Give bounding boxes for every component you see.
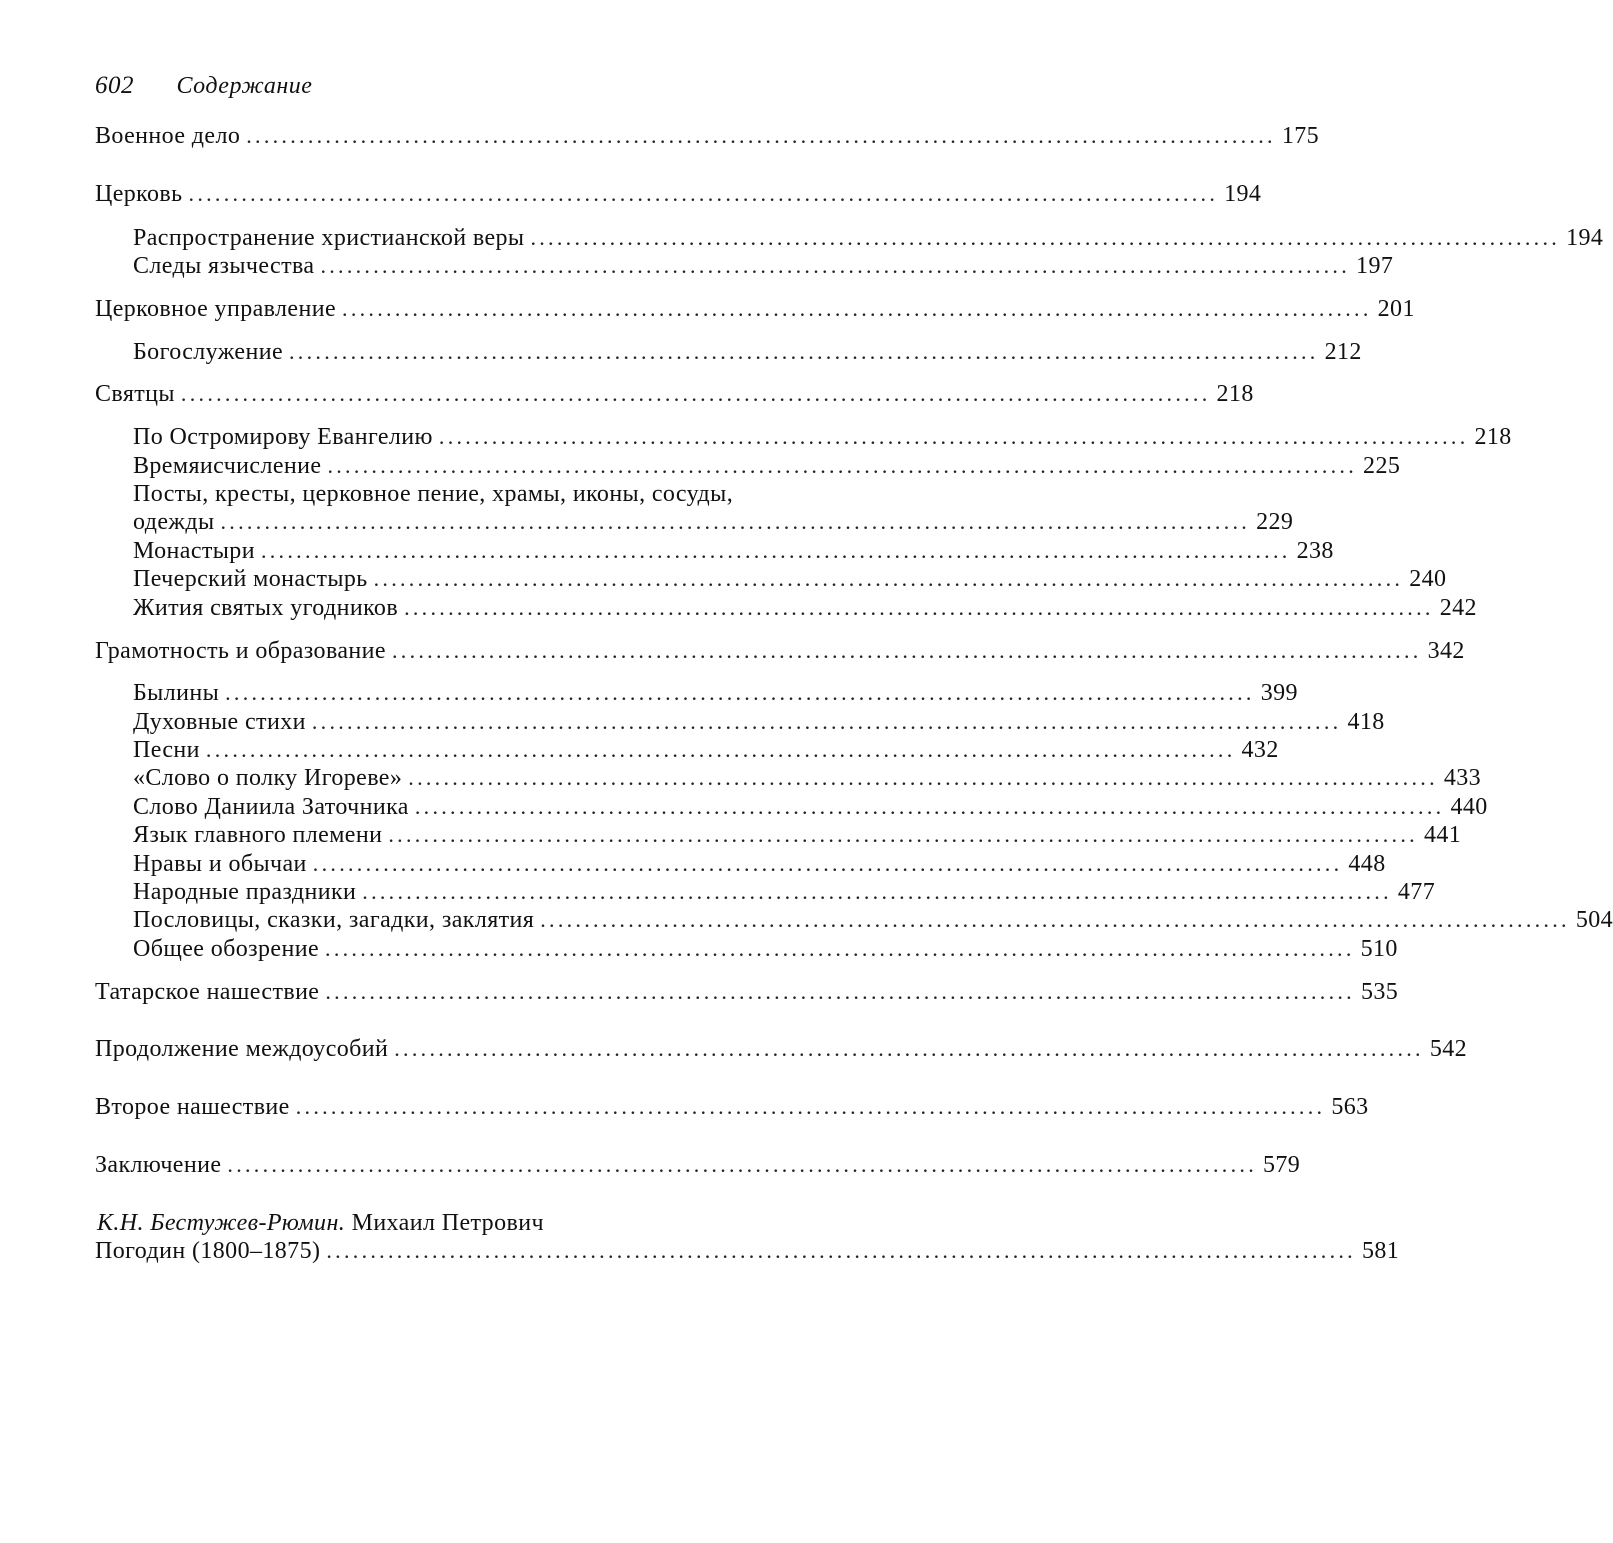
- leader-dots: .....................................................................................................................: [408, 765, 1438, 790]
- entry-title: Грамотность и образование: [95, 638, 386, 664]
- toc-entry: [95, 637, 1465, 665]
- entry-title: Продолжение междоусобий: [95, 1036, 389, 1062]
- leader-dots: .....................................................................................................................: [295, 1094, 1326, 1119]
- entry-page: 579: [1263, 1152, 1301, 1178]
- entry-page: 477: [1397, 879, 1436, 905]
- entry-page: 229: [1256, 509, 1294, 535]
- entry-title: Пословицы, сказки, загадки, заклятия: [133, 907, 535, 933]
- entry-title: Народные праздники: [133, 879, 357, 905]
- entry-page: 581: [1361, 1238, 1400, 1264]
- entry-page: 342: [1427, 638, 1465, 664]
- leader-dots: .....................................................................................................................: [312, 851, 1343, 876]
- entry-title: Заключение: [95, 1152, 222, 1178]
- leader-dots: .....................................................................................................................: [325, 936, 1355, 961]
- entry-title: Богослужение: [133, 339, 283, 365]
- leader-dots: .....................................................................................................................: [227, 1152, 1257, 1177]
- leader-dots: .....................................................................................................................: [325, 979, 1355, 1004]
- leader-dots: .....................................................................................................................: [327, 453, 1358, 478]
- entry-page: 440: [1450, 794, 1488, 820]
- entry-title: Второе нашествие: [95, 1094, 290, 1120]
- entry-title: Военное дело: [95, 123, 241, 149]
- toc-subentry: [133, 594, 1477, 622]
- leader-dots: .....................................................................................................................: [311, 709, 1342, 734]
- entry-page: 212: [1324, 339, 1362, 365]
- entry-title: Времяисчисление: [133, 453, 322, 479]
- leader-dots: .....................................................................................................................: [260, 538, 1291, 563]
- entry-page: 432: [1241, 737, 1279, 763]
- leader-dots: .....................................................................................................................: [289, 339, 1319, 364]
- toc-subentry: [133, 679, 1298, 707]
- leader-dots: .....................................................................................................................: [246, 123, 1276, 148]
- toc-subentry: [133, 508, 1294, 536]
- leader-dots: .....................................................................................................................: [373, 566, 1404, 591]
- entry-title: Святцы: [95, 381, 175, 407]
- entry-page: 441: [1423, 822, 1462, 848]
- leader-dots: .....................................................................................................................: [438, 424, 1469, 449]
- entry-title: Церковное управление: [95, 296, 337, 322]
- toc-entry: [95, 1093, 1369, 1121]
- entry-page: 225: [1363, 453, 1401, 479]
- entry-page: 194: [1566, 225, 1604, 251]
- entry-title: Погодин (1800–1875): [95, 1238, 321, 1264]
- entry-title: Нравы и обычаи: [133, 851, 307, 877]
- entry-title: Песни: [133, 737, 200, 763]
- toc-subentry: [133, 935, 1398, 963]
- entry-title: Следы язычества: [133, 253, 315, 279]
- entry-page: 448: [1348, 851, 1386, 877]
- entry-page: 197: [1356, 253, 1394, 279]
- toc-subentry: [133, 452, 1401, 480]
- toc-subentry: [133, 224, 1604, 252]
- entry-page: 218: [1474, 424, 1512, 450]
- toc-subentry: [133, 906, 1613, 934]
- entry-page: 510: [1360, 936, 1398, 962]
- leader-dots: .....................................................................................................................: [388, 822, 1418, 847]
- leader-dots: .....................................................................................................................: [225, 680, 1255, 705]
- leader-dots: .....................................................................................................................: [342, 296, 1372, 321]
- entry-title-start: Михаил Петрович: [351, 1210, 544, 1236]
- entry-title: Язык главного племени: [133, 822, 383, 848]
- entry-page: 418: [1347, 709, 1385, 735]
- entry-title: Монастыри: [133, 538, 255, 564]
- toc-entry: [95, 122, 1320, 150]
- entry-title: Татарское нашествие: [95, 979, 320, 1005]
- leader-dots: .....................................................................................................................: [391, 638, 1422, 663]
- entry-page: 194: [1224, 181, 1262, 207]
- leader-dots: .....................................................................................................................: [220, 509, 1251, 534]
- leader-dots: .....................................................................................................................: [320, 253, 1351, 278]
- leader-dots: .....................................................................................................................: [180, 381, 1211, 406]
- toc-subentry: [133, 793, 1488, 821]
- toc-subentry: [133, 565, 1447, 593]
- toc-entry: [95, 1035, 1468, 1063]
- entry-author: К.Н. Бестужев-Рюмин.: [97, 1210, 346, 1236]
- entry-page: 218: [1216, 381, 1254, 407]
- leader-dots: .....................................................................................................................: [394, 1036, 1424, 1061]
- toc-subentry: [133, 708, 1385, 736]
- toc-subentry: [133, 821, 1462, 849]
- toc-entry: [95, 180, 1262, 208]
- entry-title: Общее обозрение: [133, 936, 320, 962]
- leader-dots: .....................................................................................................................: [205, 737, 1236, 762]
- entry-page: 433: [1443, 765, 1482, 791]
- section-title: Содержание: [176, 73, 313, 99]
- toc-subentry: [133, 736, 1279, 764]
- leader-dots: .....................................................................................................................: [326, 1238, 1356, 1263]
- entry-title-line1: [97, 1209, 544, 1237]
- entry-page: 504: [1575, 907, 1613, 933]
- leader-dots: .....................................................................................................................: [540, 907, 1570, 932]
- entry-title: Жития святых угодников: [133, 595, 399, 621]
- toc-subentry: [133, 423, 1512, 451]
- leader-dots: .....................................................................................................................: [404, 595, 1434, 620]
- entry-page: 242: [1439, 595, 1477, 621]
- entry-title: Былины: [133, 680, 220, 706]
- toc-subentry: [133, 878, 1436, 906]
- entry-title-line1: Посты, кресты, церковное пение, храмы, иконы, сосуды,: [133, 481, 734, 507]
- leader-dots: .....................................................................................................................: [530, 225, 1561, 250]
- entry-title: Духовные стихи: [133, 709, 306, 735]
- leader-dots: .....................................................................................................................: [188, 181, 1219, 206]
- entry-title: Распространение христианской веры: [133, 225, 525, 251]
- entry-title: Слово Даниила Заточника: [133, 794, 409, 820]
- toc-subentry: [133, 764, 1482, 792]
- entry-page: 399: [1260, 680, 1298, 706]
- toc-subentry: [133, 850, 1386, 878]
- entry-page: 563: [1331, 1094, 1369, 1120]
- entry-title: «Слово о полку Игореве»: [133, 765, 403, 791]
- entry-page: 238: [1296, 538, 1334, 564]
- toc-subentry: [133, 252, 1394, 280]
- running-head: [95, 72, 312, 100]
- entry-page: 535: [1360, 979, 1399, 1005]
- leader-dots: .....................................................................................................................: [362, 879, 1392, 904]
- entry-title: Церковь: [95, 181, 183, 207]
- toc-entry: [95, 295, 1415, 323]
- entry-page: 240: [1409, 566, 1447, 592]
- toc-subentry: [133, 338, 1362, 366]
- toc-subentry: [133, 537, 1334, 565]
- entry-page: 175: [1281, 123, 1320, 149]
- leader-dots: .....................................................................................................................: [414, 794, 1445, 819]
- page-number: 602: [95, 72, 134, 99]
- entry-page: 201: [1377, 296, 1415, 322]
- entry-page: 542: [1429, 1036, 1468, 1062]
- entry-title: одежды: [133, 509, 215, 535]
- entry-title: По Остромирову Евангелию: [133, 424, 433, 450]
- toc-entry: [95, 1237, 1400, 1265]
- toc-entry: [95, 380, 1254, 408]
- toc-entry: [95, 978, 1399, 1006]
- entry-title: Печерский монастырь: [133, 566, 368, 592]
- toc-entry: [95, 1151, 1301, 1179]
